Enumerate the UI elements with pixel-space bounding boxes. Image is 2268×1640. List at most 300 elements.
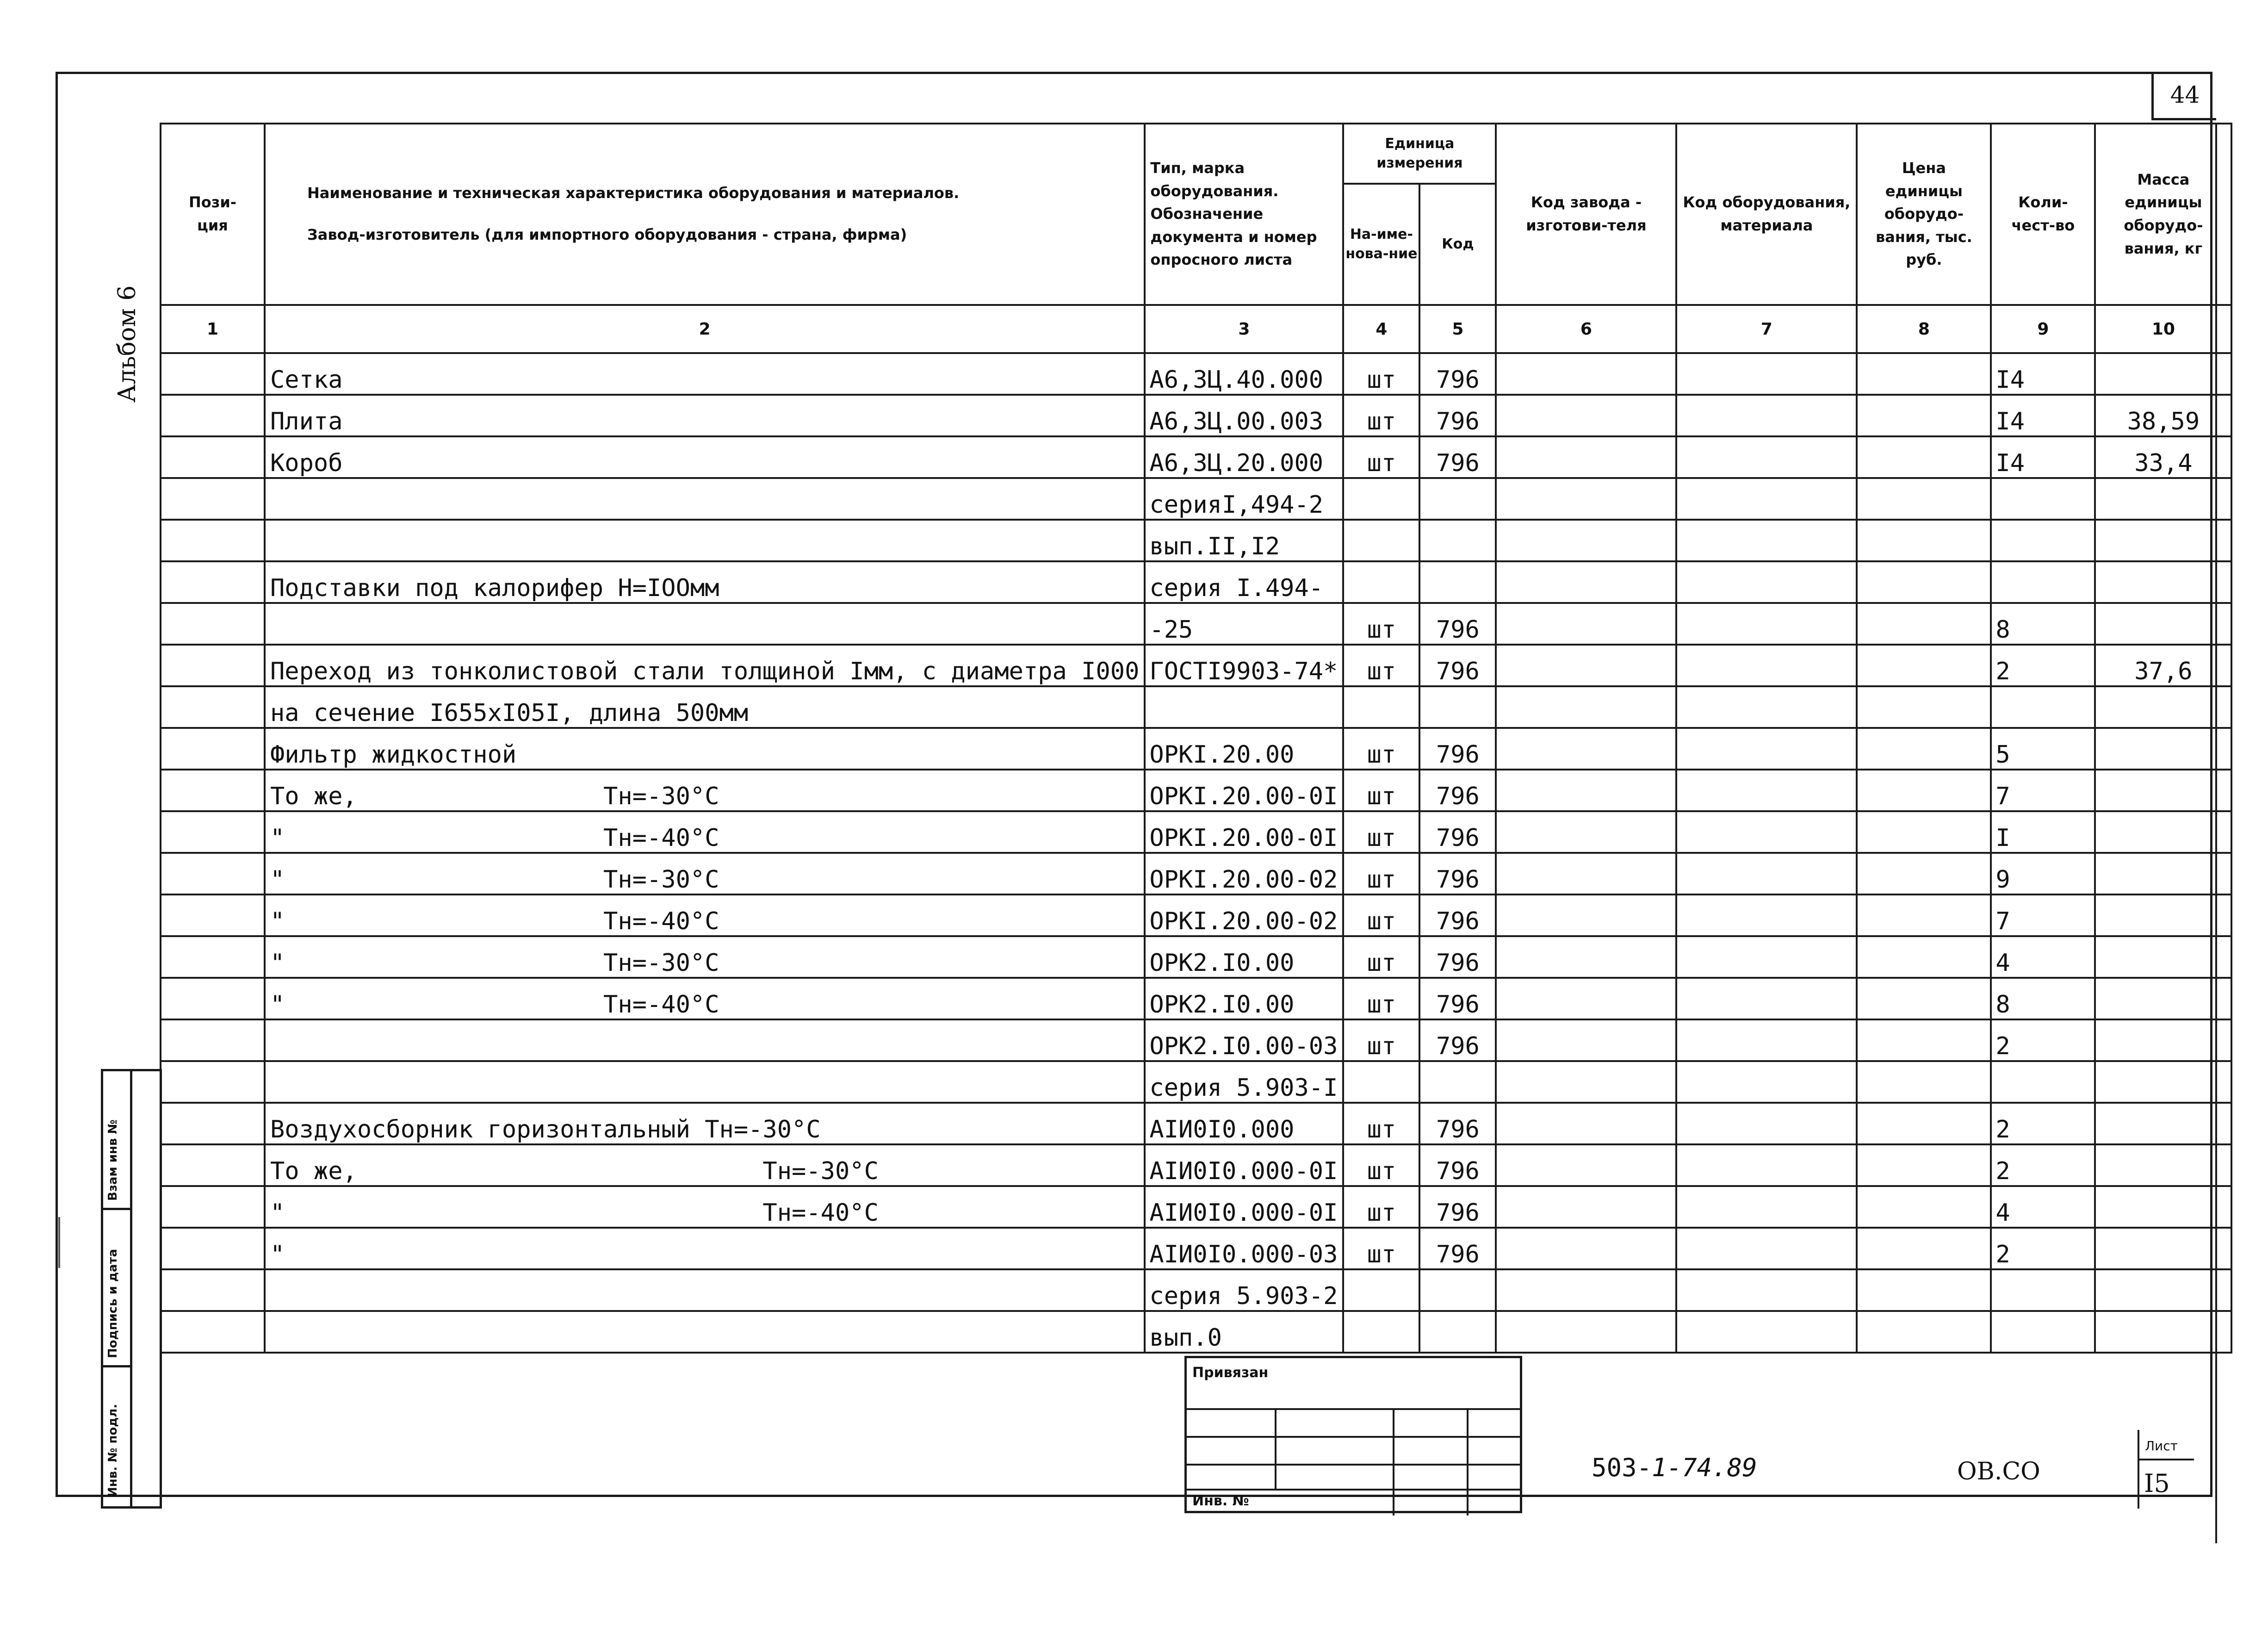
code-cell: 796 [1419, 811, 1496, 853]
name-cell: Воздухосборник горизонтальный Тн=-30°С [265, 1103, 1145, 1144]
col-number: 5 [1419, 305, 1496, 353]
header-price: Цена единицы оборудо-вания, тыс. руб. [1857, 124, 1991, 305]
quantity-cell: 5 [1991, 728, 2095, 770]
code-cell [1419, 561, 1496, 603]
header-position: Пози- ция [161, 124, 265, 305]
quantity-cell: 9 [1991, 853, 2095, 895]
code-cell [1419, 478, 1496, 520]
code-cell [1419, 520, 1496, 561]
unit-cell: шт [1343, 895, 1419, 936]
price-cell [1857, 1019, 1991, 1061]
quantity-cell: 2 [1991, 1228, 2095, 1269]
position-cell [161, 1019, 265, 1061]
privyazan-label: Привязан [1192, 1365, 1269, 1381]
price-cell [1857, 645, 1991, 686]
unit-cell [1343, 1061, 1419, 1103]
price-cell [1857, 1311, 1991, 1353]
name-cell [265, 1019, 1145, 1061]
equipment-code-cell [1676, 478, 1857, 520]
code-cell: 796 [1419, 436, 1496, 478]
factory-code-cell [1496, 1103, 1676, 1144]
position-cell [161, 978, 265, 1019]
factory-code-cell [1496, 436, 1676, 478]
col-number: 1 [161, 305, 265, 353]
type-cell: серия I.494- [1145, 561, 1343, 603]
price-cell [1857, 436, 1991, 478]
column-number-row [161, 305, 2231, 353]
table-row [161, 978, 2231, 1019]
equipment-code-cell [1676, 1311, 1857, 1353]
code-cell [1419, 1061, 1496, 1103]
type-cell: ОРКI.20.00-0I [1145, 811, 1343, 853]
header-unit-code: Код [1419, 184, 1496, 305]
unit-cell [1343, 1311, 1419, 1353]
position-cell [161, 1311, 265, 1353]
quantity-cell: 4 [1991, 1186, 2095, 1228]
price-cell [1857, 1103, 1991, 1144]
mass-cell [2095, 1228, 2231, 1269]
factory-code-cell [1496, 645, 1676, 686]
equipment-code-cell [1676, 1186, 1857, 1228]
factory-code-cell [1496, 978, 1676, 1019]
name-cell [265, 1269, 1145, 1311]
factory-code-cell [1496, 1144, 1676, 1186]
quantity-cell [1991, 1311, 2095, 1353]
table-row [161, 853, 2231, 895]
name-cell [265, 520, 1145, 561]
mass-cell: 33,4 [2095, 436, 2231, 478]
name-cell: " Тн=-40°С [265, 811, 1145, 853]
code-cell: 796 [1419, 1103, 1496, 1144]
name-cell: на сечение I655хI05I, длина 500мм [265, 686, 1145, 728]
table-row [161, 936, 2231, 978]
code-cell: 796 [1419, 645, 1496, 686]
quantity-cell [1991, 561, 2095, 603]
equipment-code-cell [1676, 936, 1857, 978]
equipment-code-cell [1676, 603, 1857, 645]
margin-mark [58, 1217, 60, 1268]
factory-code-cell [1496, 936, 1676, 978]
unit-cell: шт [1343, 1103, 1419, 1144]
col-number: 9 [1991, 305, 2095, 353]
unit-cell: шт [1343, 436, 1419, 478]
table-row [161, 1061, 2231, 1103]
table-row [161, 1228, 2231, 1269]
table-row [161, 520, 2231, 561]
price-cell [1857, 603, 1991, 645]
type-cell: ОРКI.20.00-0I [1145, 770, 1343, 811]
code-cell: 796 [1419, 1228, 1496, 1269]
price-cell [1857, 686, 1991, 728]
col-number: 2 [265, 305, 1145, 353]
factory-code-cell [1496, 686, 1676, 728]
unit-cell: шт [1343, 603, 1419, 645]
header-name-line1: Наименование и техническая характеристика оборудования и материалов. [307, 184, 960, 202]
position-cell [161, 1061, 265, 1103]
quantity-cell [1991, 1269, 2095, 1311]
factory-code-cell [1496, 770, 1676, 811]
quantity-cell: 2 [1991, 1103, 2095, 1144]
mass-cell [2095, 895, 2231, 936]
factory-code-cell [1496, 395, 1676, 436]
unit-cell: шт [1343, 1144, 1419, 1186]
price-cell [1857, 1061, 1991, 1103]
quantity-cell: 4 [1991, 936, 2095, 978]
equipment-code-cell [1676, 978, 1857, 1019]
table-row [161, 353, 2231, 395]
price-cell [1857, 1269, 1991, 1311]
table-row [161, 1103, 2231, 1144]
code-cell: 796 [1419, 853, 1496, 895]
col-number: 8 [1857, 305, 1991, 353]
code-cell: 796 [1419, 353, 1496, 395]
type-cell: ГОСТI9903-74* [1145, 645, 1343, 686]
table-row [161, 436, 2231, 478]
name-cell: То же, Тн=-30°С [265, 1144, 1145, 1186]
factory-code-cell [1496, 520, 1676, 561]
col-number: 6 [1496, 305, 1676, 353]
col-number: 7 [1676, 305, 1857, 353]
name-cell: То же, Тн=-30°С [265, 770, 1145, 811]
unit-cell: шт [1343, 1228, 1419, 1269]
unit-cell: шт [1343, 1019, 1419, 1061]
quantity-cell: 8 [1991, 603, 2095, 645]
quantity-cell: 2 [1991, 1019, 2095, 1061]
mass-cell [2095, 770, 2231, 811]
mass-cell [2095, 686, 2231, 728]
type-cell: АIИ0I0.000 [1145, 1103, 1343, 1144]
quantity-cell: 8 [1991, 978, 2095, 1019]
code-cell [1419, 686, 1496, 728]
equipment-code-cell [1676, 1061, 1857, 1103]
quantity-cell [1991, 686, 2095, 728]
code-cell: 796 [1419, 895, 1496, 936]
table-row [161, 1186, 2231, 1228]
mass-cell [2095, 1103, 2231, 1144]
name-cell: Подставки под калорифер Н=IООмм [265, 561, 1145, 603]
equipment-code-cell [1676, 395, 1857, 436]
quantity-cell [1991, 478, 2095, 520]
unit-cell: шт [1343, 1186, 1419, 1228]
type-cell: АIИ0I0.000-0I [1145, 1144, 1343, 1186]
table-row [161, 645, 2231, 686]
header-name-line2: Завод-изготовитель (для импортного оборудования - страна, фирма) [307, 226, 907, 243]
code-cell: 796 [1419, 936, 1496, 978]
type-cell: -25 [1145, 603, 1343, 645]
quantity-cell: I [1991, 811, 2095, 853]
name-cell [265, 1311, 1145, 1353]
position-cell [161, 353, 265, 395]
code-cell: 796 [1419, 1019, 1496, 1061]
price-cell [1857, 353, 1991, 395]
document-number [1592, 1453, 1757, 1482]
table-row [161, 1269, 2231, 1311]
position-cell [161, 561, 265, 603]
position-cell [161, 395, 265, 436]
equipment-code-cell [1676, 895, 1857, 936]
name-cell: " Тн=-40°С [265, 895, 1145, 936]
unit-cell: шт [1343, 978, 1419, 1019]
equipment-code-cell [1676, 645, 1857, 686]
name-cell: " Тн=-40°С [265, 1186, 1145, 1228]
code-cell: 796 [1419, 770, 1496, 811]
type-cell: ОРКI.20.00-02 [1145, 853, 1343, 895]
type-cell: ОРКI.20.00 [1145, 728, 1343, 770]
quantity-cell: 2 [1991, 1144, 2095, 1186]
mass-cell [2095, 1311, 2231, 1353]
mass-cell [2095, 353, 2231, 395]
equipment-code-cell [1676, 436, 1857, 478]
table-row [161, 395, 2231, 436]
price-cell [1857, 978, 1991, 1019]
mass-cell: 37,6 [2095, 645, 2231, 686]
list-number: I5 [2144, 1469, 2170, 1498]
header-factory-code: Код завода - изготови-теля [1496, 124, 1676, 305]
name-cell: " Тн=-40°С [265, 978, 1145, 1019]
position-cell [161, 895, 265, 936]
position-cell [161, 1228, 265, 1269]
unit-cell [1343, 561, 1419, 603]
position-cell [161, 770, 265, 811]
factory-code-cell [1496, 811, 1676, 853]
name-cell: " Тн=-30°С [265, 853, 1145, 895]
equipment-code-cell [1676, 686, 1857, 728]
position-cell [161, 811, 265, 853]
type-cell: вып.0 [1145, 1311, 1343, 1353]
name-cell: Плита [265, 395, 1145, 436]
table-row [161, 1019, 2231, 1061]
position-cell [161, 1269, 265, 1311]
table-row [161, 603, 2231, 645]
quantity-cell [1991, 520, 2095, 561]
factory-code-cell [1496, 1311, 1676, 1353]
type-cell: вып.II,I2 [1145, 520, 1343, 561]
table-row [161, 561, 2231, 603]
name-cell: " Тн=-30°С [265, 936, 1145, 978]
position-cell [161, 936, 265, 978]
code-cell: 796 [1419, 728, 1496, 770]
equipment-code-cell [1676, 1144, 1857, 1186]
page-number: 44 [2151, 72, 2216, 120]
price-cell [1857, 561, 1991, 603]
album-label: Альбом 6 [113, 285, 141, 403]
vzam-inv-label: Взам инв № [106, 1119, 120, 1201]
sheet-code: ОВ.СО [1957, 1458, 2040, 1485]
inv-no-label: Инв. № [1192, 1493, 1249, 1509]
mass-cell: 38,59 [2095, 395, 2231, 436]
unit-cell: шт [1343, 936, 1419, 978]
header-quantity: Коли-чест-во [1991, 124, 2095, 305]
mass-cell [2095, 520, 2231, 561]
mass-cell [2095, 811, 2231, 853]
mass-cell [2095, 603, 2231, 645]
specification-table [160, 123, 2232, 1354]
header-unit-name: На-име-нова-ние [1343, 184, 1419, 305]
code-cell: 796 [1419, 1144, 1496, 1186]
document-number-prefix: 503- [1592, 1453, 1652, 1482]
position-cell [161, 1144, 265, 1186]
position-cell [161, 686, 265, 728]
price-cell [1857, 811, 1991, 853]
type-cell: АIИ0I0.000-03 [1145, 1228, 1343, 1269]
mass-cell [2095, 561, 2231, 603]
list-label: Лист [2145, 1438, 2178, 1454]
name-cell: Фильтр жидкостной [265, 728, 1145, 770]
factory-code-cell [1496, 728, 1676, 770]
position-cell [161, 1186, 265, 1228]
price-cell [1857, 520, 1991, 561]
equipment-code-cell [1676, 853, 1857, 895]
type-cell: А6,ЗЦ.20.000 [1145, 436, 1343, 478]
header-type: Тип, марка оборудования. Обозначение документа и номер опросного листа [1145, 124, 1343, 305]
mass-cell [2095, 1061, 2231, 1103]
equipment-code-cell [1676, 1269, 1857, 1311]
code-cell: 796 [1419, 603, 1496, 645]
price-cell [1857, 770, 1991, 811]
code-cell: 796 [1419, 395, 1496, 436]
table-row [161, 686, 2231, 728]
position-cell [161, 603, 265, 645]
unit-cell: шт [1343, 395, 1419, 436]
position-cell [161, 853, 265, 895]
type-cell [1145, 686, 1343, 728]
price-cell [1857, 728, 1991, 770]
position-cell [161, 645, 265, 686]
equipment-code-cell [1676, 811, 1857, 853]
factory-code-cell [1496, 1228, 1676, 1269]
quantity-cell: I4 [1991, 353, 2095, 395]
position-cell [161, 478, 265, 520]
equipment-code-cell [1676, 728, 1857, 770]
type-cell: АIИ0I0.000-0I [1145, 1186, 1343, 1228]
factory-code-cell [1496, 1019, 1676, 1061]
code-cell: 796 [1419, 978, 1496, 1019]
price-cell [1857, 1186, 1991, 1228]
factory-code-cell [1496, 603, 1676, 645]
position-cell [161, 520, 265, 561]
mass-cell [2095, 728, 2231, 770]
mass-cell [2095, 1269, 2231, 1311]
table-row [161, 770, 2231, 811]
price-cell [1857, 395, 1991, 436]
factory-code-cell [1496, 1061, 1676, 1103]
table-row [161, 478, 2231, 520]
unit-cell [1343, 478, 1419, 520]
type-cell: серия 5.903-I [1145, 1061, 1343, 1103]
document-number-rest: 1-74.89 [1652, 1453, 1757, 1482]
signature-date-label: Подпись и дата [106, 1249, 120, 1358]
mass-cell [2095, 478, 2231, 520]
price-cell [1857, 1228, 1991, 1269]
col-number: 10 [2095, 305, 2231, 353]
code-cell [1419, 1311, 1496, 1353]
mass-cell [2095, 978, 2231, 1019]
table-row [161, 811, 2231, 853]
factory-code-cell [1496, 895, 1676, 936]
position-cell [161, 728, 265, 770]
equipment-code-cell [1676, 561, 1857, 603]
equipment-code-cell [1676, 770, 1857, 811]
privyazan-stamp [1184, 1356, 1522, 1513]
quantity-cell: I4 [1991, 436, 2095, 478]
equipment-code-cell [1676, 520, 1857, 561]
mass-cell [2095, 936, 2231, 978]
type-cell: серияI,494-2 [1145, 478, 1343, 520]
unit-cell: шт [1343, 853, 1419, 895]
header-mass: Масса единицы оборудо-вания, кг [2095, 124, 2231, 305]
position-cell [161, 1103, 265, 1144]
factory-code-cell [1496, 561, 1676, 603]
quantity-cell: 2 [1991, 645, 2095, 686]
quantity-cell [1991, 1061, 2095, 1103]
factory-code-cell [1496, 478, 1676, 520]
type-cell: ОРК2.I0.00 [1145, 936, 1343, 978]
mass-cell [2095, 1144, 2231, 1186]
position-cell [161, 436, 265, 478]
equipment-code-cell [1676, 1228, 1857, 1269]
name-cell: Сетка [265, 353, 1145, 395]
type-cell: ОРКI.20.00-02 [1145, 895, 1343, 936]
list-box [2138, 1430, 2196, 1509]
header-equipment-code: Код оборудования, материала [1676, 124, 1857, 305]
factory-code-cell [1496, 853, 1676, 895]
price-cell [1857, 1144, 1991, 1186]
table-row [161, 728, 2231, 770]
header-name [265, 124, 1145, 305]
mass-cell [2095, 853, 2231, 895]
equipment-code-cell [1676, 1103, 1857, 1144]
equipment-code-cell [1676, 353, 1857, 395]
name-cell: Короб [265, 436, 1145, 478]
col-number: 3 [1145, 305, 1343, 353]
header-unit-group: Единица измерения [1343, 124, 1496, 184]
type-cell: ОРК2.I0.00-03 [1145, 1019, 1343, 1061]
quantity-cell: 7 [1991, 895, 2095, 936]
table-row [161, 1311, 2231, 1353]
factory-code-cell [1496, 1186, 1676, 1228]
unit-cell [1343, 520, 1419, 561]
type-cell: ОРК2.I0.00 [1145, 978, 1343, 1019]
unit-cell: шт [1343, 728, 1419, 770]
type-cell: А6,ЗЦ.40.000 [1145, 353, 1343, 395]
unit-cell [1343, 686, 1419, 728]
factory-code-cell [1496, 353, 1676, 395]
mass-cell [2095, 1186, 2231, 1228]
unit-cell: шт [1343, 811, 1419, 853]
table-row [161, 895, 2231, 936]
table-row [161, 1144, 2231, 1186]
name-cell [265, 1061, 1145, 1103]
inv-no-podl-label: Инв. № подл. [106, 1404, 120, 1497]
price-cell [1857, 895, 1991, 936]
unit-cell: шт [1343, 353, 1419, 395]
code-cell: 796 [1419, 1186, 1496, 1228]
price-cell [1857, 478, 1991, 520]
name-cell: " [265, 1228, 1145, 1269]
price-cell [1857, 936, 1991, 978]
side-stamp-strip [101, 1069, 162, 1509]
name-cell [265, 603, 1145, 645]
type-cell: А6,ЗЦ.00.003 [1145, 395, 1343, 436]
type-cell: серия 5.903-2 [1145, 1269, 1343, 1311]
mass-cell [2095, 1019, 2231, 1061]
name-cell: Переход из тонколистовой стали толщиной Iмм, с диаметра I000 [265, 645, 1145, 686]
col-number: 4 [1343, 305, 1419, 353]
quantity-cell: 7 [1991, 770, 2095, 811]
unit-cell: шт [1343, 770, 1419, 811]
code-cell [1419, 1269, 1496, 1311]
unit-cell [1343, 1269, 1419, 1311]
